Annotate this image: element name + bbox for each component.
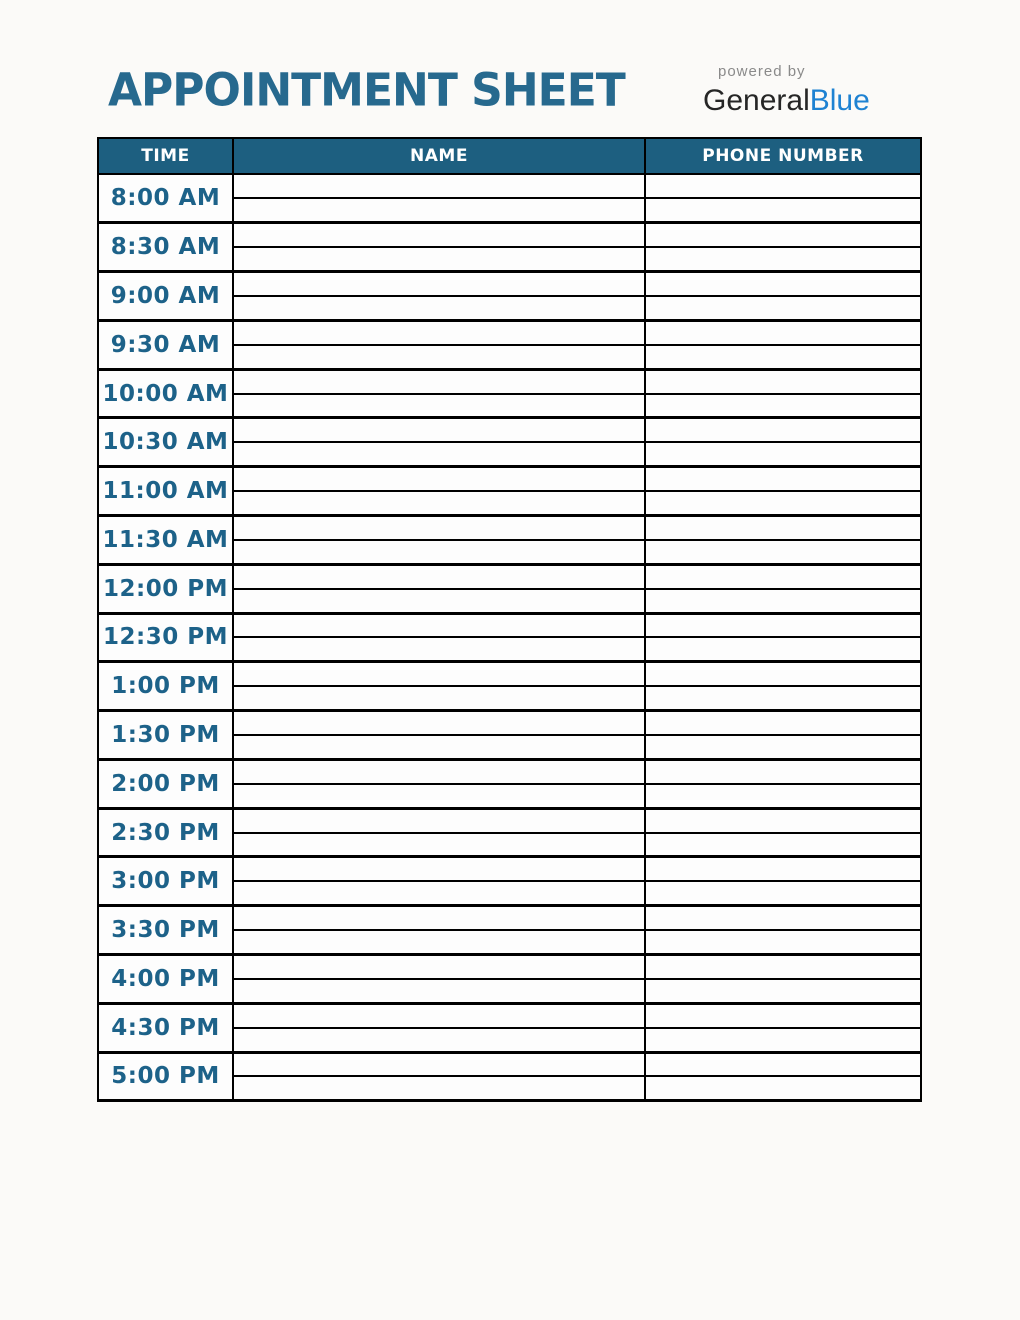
- phone-entry-cell[interactable]: [645, 345, 921, 369]
- column-header-phone-number: PHONE NUMBER: [645, 138, 921, 174]
- name-entry-cell[interactable]: [233, 808, 645, 832]
- phone-entry-cell[interactable]: [645, 637, 921, 661]
- appointment-slot-row-top: [98, 613, 921, 637]
- appointment-slot-row-top: [98, 272, 921, 296]
- time-slot-label: 1:00 PM: [98, 662, 233, 711]
- appointment-slot-row-top: [98, 564, 921, 588]
- brand-blue-text: Blue: [809, 83, 870, 117]
- name-entry-cell[interactable]: [233, 1028, 645, 1052]
- name-entry-cell[interactable]: [233, 662, 645, 686]
- name-entry-cell[interactable]: [233, 442, 645, 466]
- appointment-slot-row-top: [98, 955, 921, 979]
- time-slot-label: 2:00 PM: [98, 759, 233, 808]
- phone-entry-cell[interactable]: [645, 467, 921, 491]
- time-slot-label: 12:30 PM: [98, 613, 233, 662]
- phone-entry-cell[interactable]: [645, 247, 921, 271]
- appointment-table: [97, 137, 922, 1102]
- name-entry-cell[interactable]: [233, 272, 645, 296]
- phone-entry-cell[interactable]: [645, 906, 921, 930]
- appointment-slot-row-top: [98, 808, 921, 832]
- name-entry-cell[interactable]: [233, 735, 645, 759]
- phone-entry-cell[interactable]: [645, 1076, 921, 1100]
- phone-entry-cell[interactable]: [645, 369, 921, 393]
- time-slot-label: 4:30 PM: [98, 1003, 233, 1052]
- phone-entry-cell[interactable]: [645, 491, 921, 515]
- name-entry-cell[interactable]: [233, 198, 645, 222]
- time-slot-label: 8:30 AM: [98, 223, 233, 272]
- column-header-time: TIME: [98, 138, 233, 174]
- name-entry-cell[interactable]: [233, 564, 645, 588]
- appointment-slot-row-top: [98, 662, 921, 686]
- name-entry-cell[interactable]: [233, 979, 645, 1003]
- name-entry-cell[interactable]: [233, 394, 645, 418]
- appointment-slot-row-top: [98, 711, 921, 735]
- phone-entry-cell[interactable]: [645, 735, 921, 759]
- time-slot-label: 2:30 PM: [98, 808, 233, 857]
- phone-entry-cell[interactable]: [645, 442, 921, 466]
- phone-entry-cell[interactable]: [645, 1028, 921, 1052]
- appointment-slot-row-top: [98, 1052, 921, 1076]
- phone-entry-cell[interactable]: [645, 759, 921, 783]
- phone-entry-cell[interactable]: [645, 955, 921, 979]
- name-entry-cell[interactable]: [233, 1076, 645, 1100]
- appointment-slot-row-top: [98, 467, 921, 491]
- name-entry-cell[interactable]: [233, 759, 645, 783]
- phone-entry-cell[interactable]: [645, 174, 921, 198]
- phone-entry-cell[interactable]: [645, 272, 921, 296]
- phone-entry-cell[interactable]: [645, 784, 921, 808]
- name-entry-cell[interactable]: [233, 491, 645, 515]
- time-slot-label: 4:00 PM: [98, 955, 233, 1004]
- name-entry-cell[interactable]: [233, 247, 645, 271]
- name-entry-cell[interactable]: [233, 345, 645, 369]
- generalblue-logo: [703, 64, 870, 117]
- phone-entry-cell[interactable]: [645, 930, 921, 954]
- name-entry-cell[interactable]: [233, 711, 645, 735]
- phone-entry-cell[interactable]: [645, 833, 921, 857]
- appointment-slot-row-top: [98, 174, 921, 198]
- appointment-slot-row-top: [98, 369, 921, 393]
- powered-by-text: powered by: [718, 63, 806, 80]
- phone-entry-cell[interactable]: [645, 540, 921, 564]
- phone-entry-cell[interactable]: [645, 564, 921, 588]
- name-entry-cell[interactable]: [233, 369, 645, 393]
- name-entry-cell[interactable]: [233, 906, 645, 930]
- time-slot-label: 11:00 AM: [98, 467, 233, 516]
- phone-entry-cell[interactable]: [645, 662, 921, 686]
- phone-entry-cell[interactable]: [645, 1052, 921, 1076]
- name-entry-cell[interactable]: [233, 467, 645, 491]
- name-entry-cell[interactable]: [233, 637, 645, 661]
- appointment-slot-row-top: [98, 418, 921, 442]
- phone-entry-cell[interactable]: [645, 1003, 921, 1027]
- time-slot-label: 5:00 PM: [98, 1052, 233, 1101]
- name-entry-cell[interactable]: [233, 418, 645, 442]
- name-entry-cell[interactable]: [233, 1003, 645, 1027]
- name-entry-cell[interactable]: [233, 223, 645, 247]
- phone-entry-cell[interactable]: [645, 320, 921, 344]
- name-entry-cell[interactable]: [233, 515, 645, 539]
- phone-entry-cell[interactable]: [645, 394, 921, 418]
- name-entry-cell[interactable]: [233, 833, 645, 857]
- name-entry-cell[interactable]: [233, 174, 645, 198]
- time-slot-label: 8:00 AM: [98, 174, 233, 223]
- name-entry-cell[interactable]: [233, 589, 645, 613]
- brand-wordmark: [703, 84, 870, 117]
- phone-entry-cell[interactable]: [645, 198, 921, 222]
- name-entry-cell[interactable]: [233, 930, 645, 954]
- appointment-slot-row-top: [98, 857, 921, 881]
- brand-general-text: General: [703, 83, 810, 117]
- time-slot-label: 3:30 PM: [98, 906, 233, 955]
- phone-entry-cell[interactable]: [645, 686, 921, 710]
- name-entry-cell[interactable]: [233, 686, 645, 710]
- name-entry-cell[interactable]: [233, 784, 645, 808]
- appointment-slot-row-top: [98, 515, 921, 539]
- time-slot-label: 10:30 AM: [98, 418, 233, 467]
- appointment-slot-row-top: [98, 759, 921, 783]
- name-entry-cell[interactable]: [233, 955, 645, 979]
- column-header-name: NAME: [233, 138, 645, 174]
- time-slot-label: 9:00 AM: [98, 272, 233, 321]
- phone-entry-cell[interactable]: [645, 223, 921, 247]
- phone-entry-cell[interactable]: [645, 296, 921, 320]
- phone-entry-cell[interactable]: [645, 515, 921, 539]
- name-entry-cell[interactable]: [233, 540, 645, 564]
- name-entry-cell[interactable]: [233, 613, 645, 637]
- appointment-slot-row-top: [98, 320, 921, 344]
- time-slot-label: 1:30 PM: [98, 711, 233, 760]
- time-slot-label: 9:30 AM: [98, 320, 233, 369]
- phone-entry-cell[interactable]: [645, 857, 921, 881]
- name-entry-cell[interactable]: [233, 320, 645, 344]
- time-slot-label: 10:00 AM: [98, 369, 233, 418]
- phone-entry-cell[interactable]: [645, 979, 921, 1003]
- appointment-slot-row-top: [98, 906, 921, 930]
- phone-entry-cell[interactable]: [645, 589, 921, 613]
- page-title: APPOINTMENT SHEET: [108, 64, 625, 118]
- appointment-slot-row-top: [98, 1003, 921, 1027]
- time-slot-label: 12:00 PM: [98, 564, 233, 613]
- time-slot-label: 11:30 AM: [98, 515, 233, 564]
- name-entry-cell[interactable]: [233, 857, 645, 881]
- table-header-row: [98, 138, 921, 174]
- time-slot-label: 3:00 PM: [98, 857, 233, 906]
- phone-entry-cell[interactable]: [645, 711, 921, 735]
- name-entry-cell[interactable]: [233, 296, 645, 320]
- phone-entry-cell[interactable]: [645, 808, 921, 832]
- phone-entry-cell[interactable]: [645, 613, 921, 637]
- name-entry-cell[interactable]: [233, 881, 645, 905]
- name-entry-cell[interactable]: [233, 1052, 645, 1076]
- appointment-slot-row-top: [98, 223, 921, 247]
- phone-entry-cell[interactable]: [645, 418, 921, 442]
- phone-entry-cell[interactable]: [645, 881, 921, 905]
